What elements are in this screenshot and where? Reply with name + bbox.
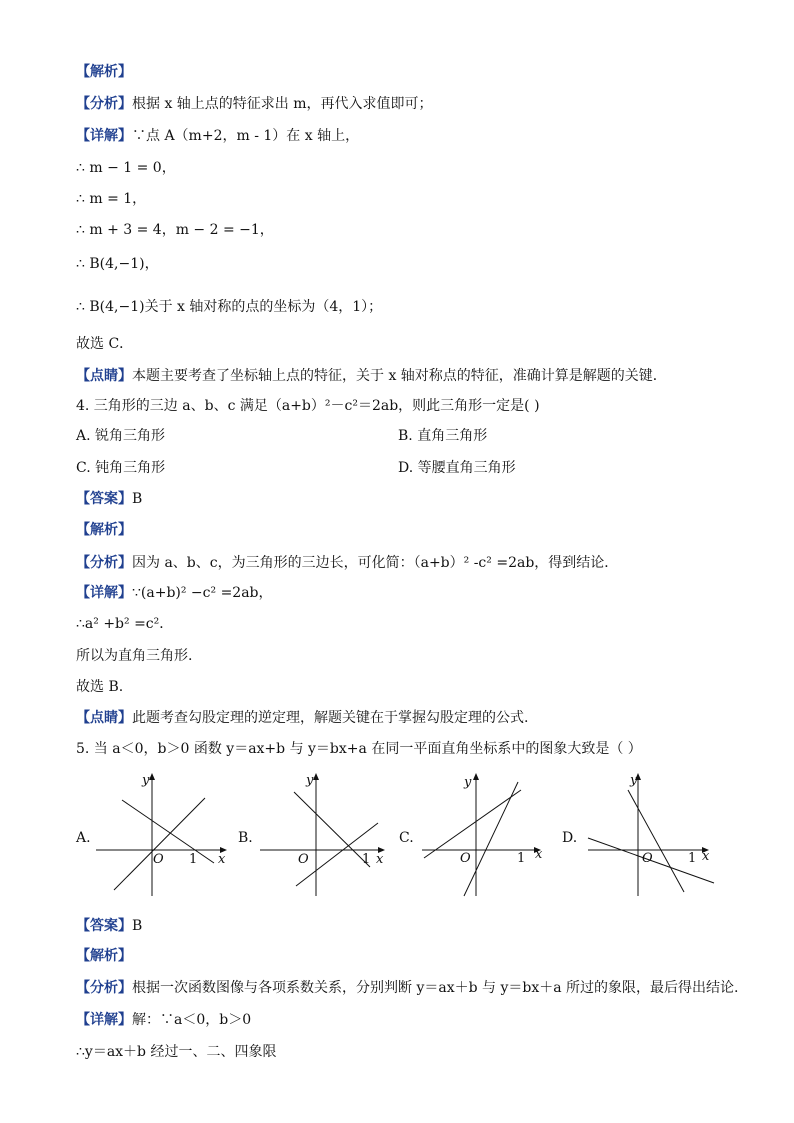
choice-line: 故选 B. [76,679,124,695]
step-line: ∴a² +b² =c²． [76,616,174,632]
answer-line [76,489,142,509]
unit-label: 1 [688,851,697,866]
analysis-tag: 【分析】 [76,980,132,996]
step-line: ∴ m + 3 = 4，m − 2 = −1， [76,222,274,238]
unit-label: 1 [362,852,371,867]
option-b: B. 直角三角形 [398,428,488,444]
line-1 [122,800,214,863]
comment-tag: 【点睛】 [76,368,132,384]
origin-label: O [298,852,309,867]
analysis-tag: 【分析】 [76,96,132,112]
figure-d-graph [584,770,720,900]
y-axis-label: y [464,775,472,790]
choice-line: 故选 C． [76,336,134,352]
option-c: C. 钝角三角形 [76,460,166,476]
y-axis-arrow [149,773,155,780]
y-axis-label: y [630,773,638,788]
analysis-tag: 【分析】 [76,555,132,571]
x-axis-label: x [218,852,226,867]
analysis-heading: 【解析】 [76,64,132,80]
line-2 [628,790,684,892]
answer-value: B [132,491,143,507]
figure-a-graph [92,770,228,900]
line-2 [114,798,205,890]
comment-line [76,708,528,728]
figure-b-graph [256,770,392,900]
analysis-line [76,553,618,573]
answer-tag: 【答案】 [76,918,132,934]
analysis-text: 因为 a、b、c，为三角形的三边长，可化简：（a+b）² -c² =2ab，得到结论． [132,555,619,571]
answer-line [76,916,142,936]
analysis-line [76,978,738,998]
y-axis-label: y [306,773,314,788]
step-line: 所以为直角三角形. [76,648,193,664]
detail-tag: 【详解】 [76,1012,132,1028]
figure-d-label: D. [562,830,578,846]
line-2 [464,782,518,896]
detail-line [76,126,359,146]
y-axis-arrow [473,773,479,780]
origin-label: O [460,851,471,866]
comment-tag: 【点睛】 [76,710,132,726]
step-line: ∴y＝ax＋b 经过一、二、四象限 [76,1044,277,1060]
line-1 [424,790,521,858]
figure-c-graph [418,770,554,900]
figure-c-label: C. [399,830,414,846]
figure-a-label: A. [76,830,91,846]
figure-b-label: B. [238,830,253,846]
analysis-line [76,94,433,114]
detail-text: 解：∵a＜0，b＞0 [132,1012,252,1028]
step-line: ∴ m − 1 = 0， [76,160,176,176]
detail-text: ∵(a+b)² −c² =2ab， [132,585,273,601]
answer-tag: 【答案】 [76,491,132,507]
detail-text: ∵点 A（m+2，m - 1）在 x 轴上， [132,128,360,144]
unit-label: 1 [517,851,526,866]
answer-value: B [132,918,143,934]
step-line: ∴ m = 1， [76,191,147,207]
question-4-stem: 4. 三角形的三边 a、b、c 满足（a+b）²－c²＝2ab，则此三角形一定是( ) [76,398,540,414]
y-axis-label: y [142,773,150,788]
x-axis-label: x [702,849,710,864]
comment-text: 本题主要考查了坐标轴上点的特征，关于 x 轴对称点的特征，准确计算是解题的关键． [132,368,667,384]
step-line: ∴ B(4,−1)， [76,256,159,272]
y-axis-arrow [313,773,319,780]
analysis-text: 根据一次函数图像与各项系数关系，分别判断 y＝ax＋b 与 y＝bx＋a 所过的象限，最后得出结论. [132,980,739,996]
option-a: A. 锐角三角形 [76,428,166,444]
unit-label: 1 [189,852,198,867]
analysis-heading: 【解析】 [76,522,132,538]
analysis-heading: 【解析】 [76,948,132,964]
comment-line [76,366,667,386]
detail-tag: 【详解】 [76,128,132,144]
detail-line [76,583,273,603]
option-d: D. 等腰直角三角形 [398,460,516,476]
detail-line [76,1010,251,1030]
comment-text: 此题考查勾股定理的逆定理，解题关键在于掌握勾股定理的公式. [132,710,529,726]
analysis-text: 根据 x 轴上点的特征求出 m，再代入求值即可； [132,96,433,112]
origin-label: O [153,852,164,867]
step-line: ∴ B(4,−1)关于 x 轴对称的点的坐标为（4，1）； [76,299,383,315]
x-axis-label: x [535,847,543,862]
detail-tag: 【详解】 [76,585,132,601]
question-5-stem: 5. 当 a＜0，b＞0 函数 y＝ax+b 与 y＝bx+a 在同一平面直角坐标系中的图象大致是（ ） [76,741,642,757]
x-axis-label: x [376,852,384,867]
origin-label: O [642,851,653,866]
